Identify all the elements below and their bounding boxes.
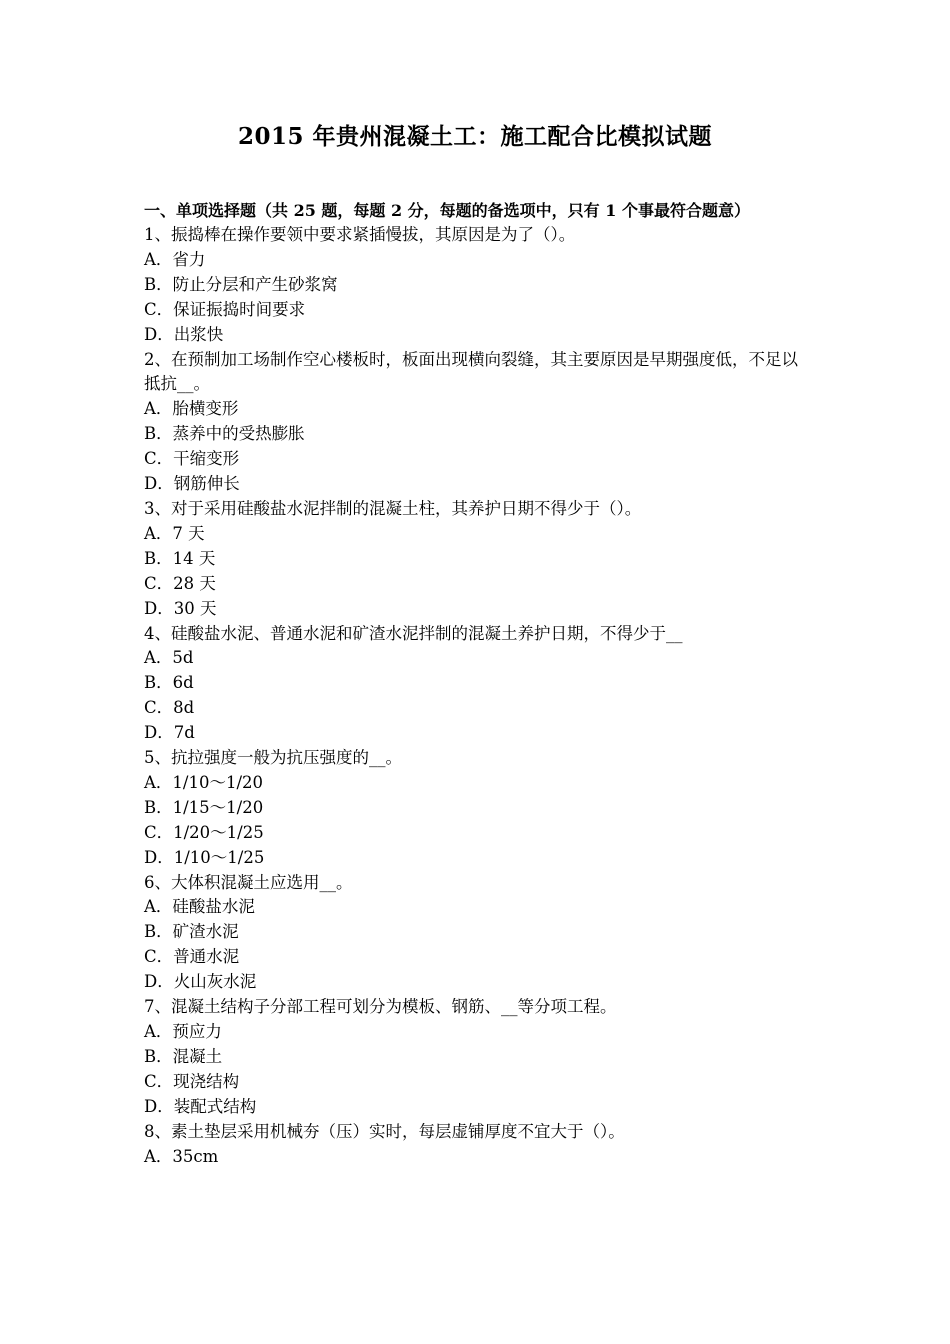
- answer-option: D．火山灰水泥: [144, 972, 257, 992]
- answer-option: C．普通水泥: [144, 947, 240, 967]
- answer-option: D．30 天: [144, 598, 217, 618]
- question-block-3: [144, 497, 810, 622]
- question-text: 8、素土垫层采用机械夯（压）实时，每层虚铺厚度不宜大于（）。: [144, 1121, 625, 1141]
- document-body: [144, 198, 810, 1169]
- question-text: 3、对于采用硅酸盐水泥拌制的混凝土柱，其养护日期不得少于（）。: [144, 498, 642, 518]
- question-block-4: [144, 622, 810, 747]
- answer-option: C．保证振捣时间要求: [144, 299, 306, 319]
- question-block-7: [144, 995, 810, 1120]
- section-header: 一、单项选择题（共 25 题，每题 2 分，每题的备选项中，只有 1 个事最符合题意）: [144, 201, 750, 220]
- answer-option: D．7d: [144, 723, 195, 743]
- answer-option: A．7 天: [144, 523, 205, 543]
- question-text: 4、硅酸盐水泥、普通水泥和矿渣水泥拌制的混凝土养护日期，不得少于__: [144, 623, 683, 643]
- answer-option: D．1/10～1/25: [144, 847, 265, 867]
- question-text: 6、大体积混凝土应选用__。: [144, 872, 353, 892]
- question-text: 5、抗拉强度一般为抗压强度的__。: [144, 748, 402, 768]
- answer-option: C．现浇结构: [144, 1071, 240, 1091]
- question-text: 1、振捣棒在操作要领中要求紧插慢拔，其原因是为了（）。: [144, 225, 576, 244]
- question-text: 7、混凝土结构子分部工程可划分为模板、钢筋、__等分项工程。: [144, 997, 617, 1017]
- answer-option: A．1/10～1/20: [144, 772, 264, 792]
- question-block-5: [144, 746, 810, 871]
- answer-option: B．混凝土: [144, 1046, 223, 1066]
- answer-option: A．胎横变形: [144, 399, 239, 419]
- answer-option: D．钢筋伸长: [144, 474, 240, 494]
- answer-option: B．14 天: [144, 548, 216, 568]
- answer-option: C．干缩变形: [144, 449, 240, 469]
- answer-option: D．装配式结构: [144, 1096, 257, 1116]
- answer-option: A．35cm: [144, 1146, 219, 1166]
- answer-option: C．1/20～1/25: [144, 822, 264, 842]
- answer-option: B．蒸养中的受热膨胀: [144, 424, 305, 444]
- document-title: 2015 年贵州混凝土工：施工配合比模拟试题: [237, 123, 713, 150]
- question-text: 2、在预制加工场制作空心楼板时，板面出现横向裂缝，其主要原因是早期强度低，不足以抵抗__。: [144, 349, 798, 394]
- answer-option: A．省力: [144, 249, 206, 269]
- question-block-8: [144, 1120, 810, 1170]
- answer-option: D．出浆快: [144, 324, 224, 344]
- answer-option: B．矿渣水泥: [144, 922, 239, 942]
- answer-option: C．28 天: [144, 573, 216, 593]
- answer-option: A．硅酸盐水泥: [144, 897, 255, 917]
- answer-option: A．预应力: [144, 1022, 222, 1041]
- question-block-1: [144, 223, 810, 348]
- answer-option: B．防止分层和产生砂浆窝: [144, 274, 338, 294]
- question-block-6: [144, 871, 810, 996]
- answer-option: B．1/15～1/20: [144, 797, 264, 817]
- answer-option: B．6d: [144, 673, 194, 693]
- answer-option: A．5d: [144, 648, 194, 668]
- answer-option: C．8d: [144, 698, 195, 718]
- question-block-2: [144, 348, 810, 497]
